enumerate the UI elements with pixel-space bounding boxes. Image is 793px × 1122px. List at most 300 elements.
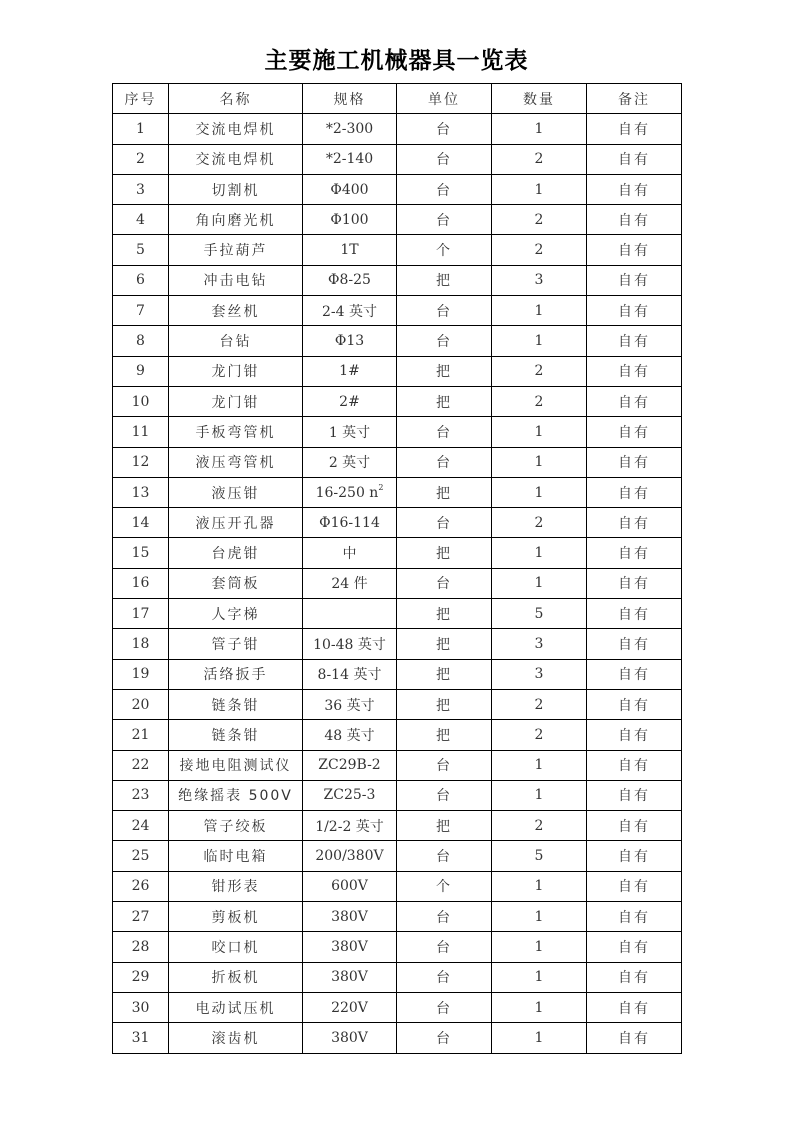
cell-name-text: 龙门钳	[211, 364, 260, 381]
cell-unit-text: 台	[436, 455, 452, 472]
cell-unit-text: 台	[436, 182, 452, 199]
header-quantity: 数量	[492, 84, 587, 114]
cell-spec	[303, 659, 397, 689]
table-row	[113, 386, 682, 416]
cell-remark-text: 自有	[618, 334, 650, 351]
cell-name	[169, 659, 303, 689]
cell-quantity-text: 1	[534, 120, 544, 137]
cell-remark	[587, 962, 682, 992]
cell-spec-text: 2#	[339, 393, 360, 410]
cell-remark-text: 自有	[618, 273, 650, 290]
cell-name	[169, 447, 303, 477]
cell-spec-text: Φ100	[330, 211, 369, 228]
cell-spec-text: 2 英寸	[328, 455, 371, 472]
cell-quantity	[492, 144, 587, 174]
cell-quantity	[492, 508, 587, 538]
cell-name	[169, 871, 303, 901]
cell-unit-text: 台	[436, 303, 452, 320]
cell-index	[113, 417, 169, 447]
cell-quantity	[492, 750, 587, 780]
cell-unit	[397, 720, 492, 750]
cell-spec	[303, 144, 397, 174]
cell-remark	[587, 841, 682, 871]
cell-index-text: 3	[136, 181, 145, 198]
cell-spec	[303, 811, 397, 841]
cell-name-text: 管子钳	[211, 636, 260, 653]
table-row	[113, 296, 682, 326]
cell-quantity	[492, 962, 587, 992]
cell-spec	[303, 296, 397, 326]
cell-unit-text: 台	[436, 152, 452, 169]
cell-index	[113, 568, 169, 598]
cell-quantity-text: 1	[534, 757, 544, 774]
cell-remark-text: 自有	[618, 1000, 650, 1017]
cell-unit-text: 台	[436, 939, 452, 956]
cell-name	[169, 629, 303, 659]
cell-quantity	[492, 841, 587, 871]
cell-spec	[303, 902, 397, 932]
cell-index	[113, 356, 169, 386]
cell-unit	[397, 356, 492, 386]
cell-unit	[397, 508, 492, 538]
table-row	[113, 356, 682, 386]
cell-unit-text: 把	[436, 606, 452, 623]
cell-quantity	[492, 356, 587, 386]
cell-spec	[303, 205, 397, 235]
cell-remark	[587, 811, 682, 841]
cell-quantity-text: 1	[534, 181, 544, 198]
table-row	[113, 568, 682, 598]
cell-remark	[587, 659, 682, 689]
cell-name-text: 管子绞板	[203, 818, 268, 835]
cell-remark	[587, 568, 682, 598]
cell-unit	[397, 296, 492, 326]
cell-unit-text: 把	[436, 546, 452, 563]
cell-unit	[397, 326, 492, 356]
cell-unit	[397, 780, 492, 810]
cell-spec	[303, 235, 397, 265]
table-row	[113, 841, 682, 871]
cell-index-text: 18	[131, 635, 150, 652]
cell-name	[169, 902, 303, 932]
cell-quantity-text: 5	[534, 605, 544, 622]
cell-name	[169, 205, 303, 235]
cell-quantity	[492, 538, 587, 568]
cell-name-text: 套丝机	[211, 303, 260, 320]
cell-name-text: 活络扳手	[203, 667, 268, 684]
cell-index	[113, 508, 169, 538]
cell-index-text: 23	[131, 787, 150, 804]
cell-quantity-text: 2	[534, 817, 544, 834]
cell-quantity-text: 1	[534, 969, 544, 986]
cell-quantity-text: 1	[534, 333, 544, 350]
cell-unit	[397, 629, 492, 659]
cell-unit	[397, 447, 492, 477]
cell-spec-text: 380V	[331, 969, 368, 986]
cell-spec	[303, 992, 397, 1022]
cell-index-text: 5	[136, 242, 145, 259]
cell-spec-text: Φ400	[330, 181, 369, 198]
cell-index-text: 16	[131, 575, 150, 592]
cell-spec	[303, 780, 397, 810]
cell-quantity	[492, 568, 587, 598]
equipment-table	[112, 83, 682, 1054]
document-title: 主要施工机械器具一览表	[264, 48, 529, 74]
cell-index-text: 11	[131, 423, 150, 440]
cell-quantity-text: 2	[534, 696, 544, 713]
cell-spec	[303, 750, 397, 780]
table-row	[113, 780, 682, 810]
cell-name-text: 角向磨光机	[195, 212, 276, 229]
table-row	[113, 265, 682, 295]
cell-quantity-text: 1	[534, 999, 544, 1016]
header-name: 名称	[169, 84, 303, 114]
spec-superscript: 2	[378, 482, 384, 492]
cell-remark	[587, 205, 682, 235]
cell-remark	[587, 235, 682, 265]
table-row	[113, 447, 682, 477]
cell-index-text: 19	[131, 666, 150, 683]
cell-unit-text: 把	[436, 697, 452, 714]
cell-unit	[397, 144, 492, 174]
cell-unit-text: 台	[436, 788, 452, 805]
cell-spec-text: 8-14 英寸	[317, 667, 382, 684]
cell-quantity	[492, 477, 587, 507]
cell-unit-text: 台	[436, 576, 452, 593]
cell-remark	[587, 417, 682, 447]
cell-quantity	[492, 235, 587, 265]
cell-remark-text: 自有	[618, 727, 650, 744]
cell-index	[113, 962, 169, 992]
table-row	[113, 235, 682, 265]
table-row	[113, 477, 682, 507]
cell-quantity	[492, 902, 587, 932]
cell-index-text: 17	[131, 605, 150, 622]
cell-remark-text: 自有	[618, 697, 650, 714]
cell-name-text: 滚齿机	[211, 1030, 260, 1047]
cell-unit	[397, 962, 492, 992]
cell-index-text: 25	[131, 848, 150, 865]
cell-spec	[303, 356, 397, 386]
cell-remark	[587, 356, 682, 386]
cell-name	[169, 265, 303, 295]
cell-spec	[303, 508, 397, 538]
cell-unit	[397, 265, 492, 295]
table-row	[113, 1023, 682, 1053]
cell-name-text: 台虎钳	[211, 546, 260, 563]
table-row	[113, 508, 682, 538]
table-row	[113, 992, 682, 1022]
cell-spec-text: 1/2-2 英寸	[315, 818, 384, 835]
cell-name	[169, 144, 303, 174]
cell-quantity	[492, 174, 587, 204]
cell-index-text: 1	[136, 120, 145, 137]
cell-name	[169, 841, 303, 871]
cell-remark	[587, 144, 682, 174]
cell-unit	[397, 386, 492, 416]
cell-spec-text: ZC29B-2	[318, 757, 381, 774]
cell-name-text: 液压开孔器	[195, 515, 276, 532]
cell-index	[113, 265, 169, 295]
cell-spec	[303, 720, 397, 750]
cell-quantity-text: 1	[534, 575, 544, 592]
cell-remark	[587, 902, 682, 932]
table-row	[113, 811, 682, 841]
table-row	[113, 962, 682, 992]
table-row	[113, 720, 682, 750]
cell-name-text: 切割机	[211, 182, 260, 199]
cell-remark-text: 自有	[618, 818, 650, 835]
cell-quantity-text: 2	[534, 393, 544, 410]
cell-index-text: 15	[131, 545, 150, 562]
cell-unit	[397, 811, 492, 841]
cell-index-text: 10	[131, 393, 150, 410]
cell-quantity-text: 2	[534, 151, 544, 168]
cell-quantity-text: 1	[534, 302, 544, 319]
cell-unit	[397, 992, 492, 1022]
cell-spec	[303, 386, 397, 416]
cell-name	[169, 811, 303, 841]
cell-quantity-text: 3	[534, 635, 544, 652]
cell-index-text: 13	[131, 484, 150, 501]
cell-quantity	[492, 629, 587, 659]
cell-name	[169, 720, 303, 750]
cell-name-text: 绝缘摇表 500V	[178, 788, 293, 805]
cell-unit	[397, 689, 492, 719]
cell-quantity-text: 2	[534, 514, 544, 531]
cell-index	[113, 174, 169, 204]
cell-quantity-text: 3	[534, 272, 544, 289]
cell-remark	[587, 538, 682, 568]
cell-spec-text: 220V	[331, 999, 368, 1016]
table-body	[113, 114, 682, 1053]
cell-name-text: 咬口机	[211, 939, 260, 956]
cell-name	[169, 780, 303, 810]
cell-name-text: 链条钳	[211, 727, 260, 744]
cell-spec	[303, 265, 397, 295]
cell-spec-text: 380V	[331, 938, 368, 955]
cell-spec-text: *2-300	[325, 120, 374, 137]
cell-unit-text: 台	[436, 909, 452, 926]
cell-name	[169, 568, 303, 598]
cell-remark-text: 自有	[618, 455, 650, 472]
cell-quantity	[492, 932, 587, 962]
cell-quantity-text: 1	[534, 545, 544, 562]
cell-quantity	[492, 811, 587, 841]
cell-remark	[587, 265, 682, 295]
cell-index-text: 21	[131, 726, 150, 743]
cell-name	[169, 962, 303, 992]
table-row	[113, 932, 682, 962]
cell-unit	[397, 599, 492, 629]
cell-name-text: 手板弯管机	[195, 424, 276, 441]
cell-remark	[587, 477, 682, 507]
cell-index-text: 2	[136, 151, 145, 168]
cell-quantity	[492, 326, 587, 356]
table-header-row	[113, 84, 682, 114]
cell-remark	[587, 114, 682, 144]
cell-quantity-text: 2	[534, 211, 544, 228]
cell-unit	[397, 841, 492, 871]
table-row	[113, 750, 682, 780]
cell-quantity-text: 2	[534, 726, 544, 743]
cell-index-text: 27	[131, 908, 150, 925]
cell-quantity	[492, 205, 587, 235]
cell-remark-text: 自有	[618, 758, 650, 775]
cell-spec-text: 1#	[339, 363, 360, 380]
cell-index	[113, 871, 169, 901]
cell-unit-text: 台	[436, 121, 452, 138]
cell-remark	[587, 992, 682, 1022]
table-row	[113, 174, 682, 204]
cell-quantity-text: 1	[534, 1029, 544, 1046]
cell-quantity	[492, 386, 587, 416]
cell-name-text: 剪板机	[211, 909, 260, 926]
cell-quantity	[492, 599, 587, 629]
cell-spec-text: Φ16-114	[319, 514, 380, 531]
cell-spec-text: 1 英寸	[328, 424, 371, 441]
cell-spec	[303, 1023, 397, 1053]
cell-index	[113, 689, 169, 719]
cell-spec	[303, 174, 397, 204]
cell-quantity-text: 3	[534, 666, 544, 683]
cell-unit-text: 台	[436, 758, 452, 775]
cell-index	[113, 599, 169, 629]
cell-name-text: 交流电焊机	[195, 152, 276, 169]
cell-remark	[587, 720, 682, 750]
cell-unit-text: 台	[436, 849, 452, 866]
cell-spec	[303, 568, 397, 598]
cell-spec-text: 中	[342, 546, 357, 563]
cell-index	[113, 720, 169, 750]
cell-name	[169, 386, 303, 416]
cell-remark-text: 自有	[618, 243, 650, 260]
cell-name	[169, 477, 303, 507]
cell-spec	[303, 599, 397, 629]
cell-name	[169, 750, 303, 780]
cell-spec	[303, 326, 397, 356]
cell-unit	[397, 205, 492, 235]
cell-remark	[587, 326, 682, 356]
cell-unit-text: 台	[436, 1000, 452, 1017]
cell-name	[169, 689, 303, 719]
cell-quantity	[492, 114, 587, 144]
cell-index	[113, 144, 169, 174]
cell-spec-text: *2-140	[325, 151, 374, 168]
cell-index-text: 9	[136, 363, 145, 380]
cell-quantity-text: 5	[534, 848, 544, 865]
cell-unit	[397, 750, 492, 780]
cell-remark-text: 自有	[618, 424, 650, 441]
cell-unit	[397, 659, 492, 689]
cell-index	[113, 477, 169, 507]
cell-remark-text: 自有	[618, 576, 650, 593]
cell-remark-text: 自有	[618, 909, 650, 926]
cell-unit	[397, 568, 492, 598]
cell-index	[113, 629, 169, 659]
cell-remark-text: 自有	[618, 788, 650, 805]
cell-unit-text: 把	[436, 727, 452, 744]
table-row	[113, 144, 682, 174]
cell-spec-text: 48 英寸	[324, 727, 375, 744]
cell-index-text: 24	[131, 817, 150, 834]
cell-name	[169, 114, 303, 144]
cell-name	[169, 1023, 303, 1053]
cell-remark-text: 自有	[618, 364, 650, 381]
cell-name-text: 交流电焊机	[195, 121, 276, 138]
cell-name	[169, 538, 303, 568]
cell-remark-text: 自有	[618, 606, 650, 623]
cell-remark	[587, 1023, 682, 1053]
cell-index	[113, 538, 169, 568]
cell-name-text: 龙门钳	[211, 394, 260, 411]
cell-index-text: 29	[131, 969, 150, 986]
cell-remark-text: 自有	[618, 515, 650, 532]
cell-index	[113, 114, 169, 144]
cell-name	[169, 174, 303, 204]
cell-spec-text: Φ8-25	[328, 272, 371, 289]
cell-index-text: 28	[131, 938, 150, 955]
cell-remark-text: 自有	[618, 879, 650, 896]
cell-unit-text: 台	[436, 212, 452, 229]
cell-remark-text: 自有	[618, 152, 650, 169]
header-remark: 备注	[587, 84, 682, 114]
cell-quantity	[492, 659, 587, 689]
cell-index	[113, 932, 169, 962]
cell-name-text: 冲击电钻	[203, 273, 268, 290]
cell-name-text: 台钻	[219, 334, 252, 351]
cell-name-text: 接地电阻测试仪	[179, 758, 292, 775]
cell-quantity-text: 1	[534, 878, 544, 895]
cell-spec	[303, 477, 397, 507]
cell-unit-text: 把	[436, 394, 452, 411]
cell-index-text: 31	[131, 1029, 150, 1046]
cell-name	[169, 296, 303, 326]
cell-spec	[303, 447, 397, 477]
cell-name-text: 人字梯	[211, 606, 260, 623]
cell-index-text: 26	[131, 878, 150, 895]
cell-quantity-text: 1	[534, 423, 544, 440]
cell-remark-text: 自有	[618, 636, 650, 653]
cell-index	[113, 811, 169, 841]
cell-unit	[397, 477, 492, 507]
cell-name-text: 折板机	[211, 970, 260, 987]
cell-quantity	[492, 780, 587, 810]
table-row	[113, 902, 682, 932]
table-row	[113, 659, 682, 689]
cell-remark-text: 自有	[618, 546, 650, 563]
cell-spec-text: Φ13	[334, 333, 365, 350]
cell-index-text: 12	[131, 454, 150, 471]
cell-spec-text: 16-250 n	[315, 484, 379, 501]
cell-spec-text: 24 件	[331, 576, 368, 593]
cell-unit-text: 台	[436, 515, 452, 532]
cell-unit	[397, 417, 492, 447]
cell-spec	[303, 932, 397, 962]
cell-name-text: 手拉葫芦	[203, 243, 268, 260]
cell-remark-text: 自有	[618, 182, 650, 199]
cell-name	[169, 326, 303, 356]
cell-quantity-text: 1	[534, 908, 544, 925]
cell-name-text: 液压弯管机	[195, 455, 276, 472]
cell-quantity	[492, 265, 587, 295]
cell-remark	[587, 386, 682, 416]
cell-unit	[397, 871, 492, 901]
cell-spec	[303, 689, 397, 719]
cell-spec	[303, 114, 397, 144]
cell-index-text: 22	[131, 757, 150, 774]
cell-remark-text: 自有	[618, 849, 650, 866]
